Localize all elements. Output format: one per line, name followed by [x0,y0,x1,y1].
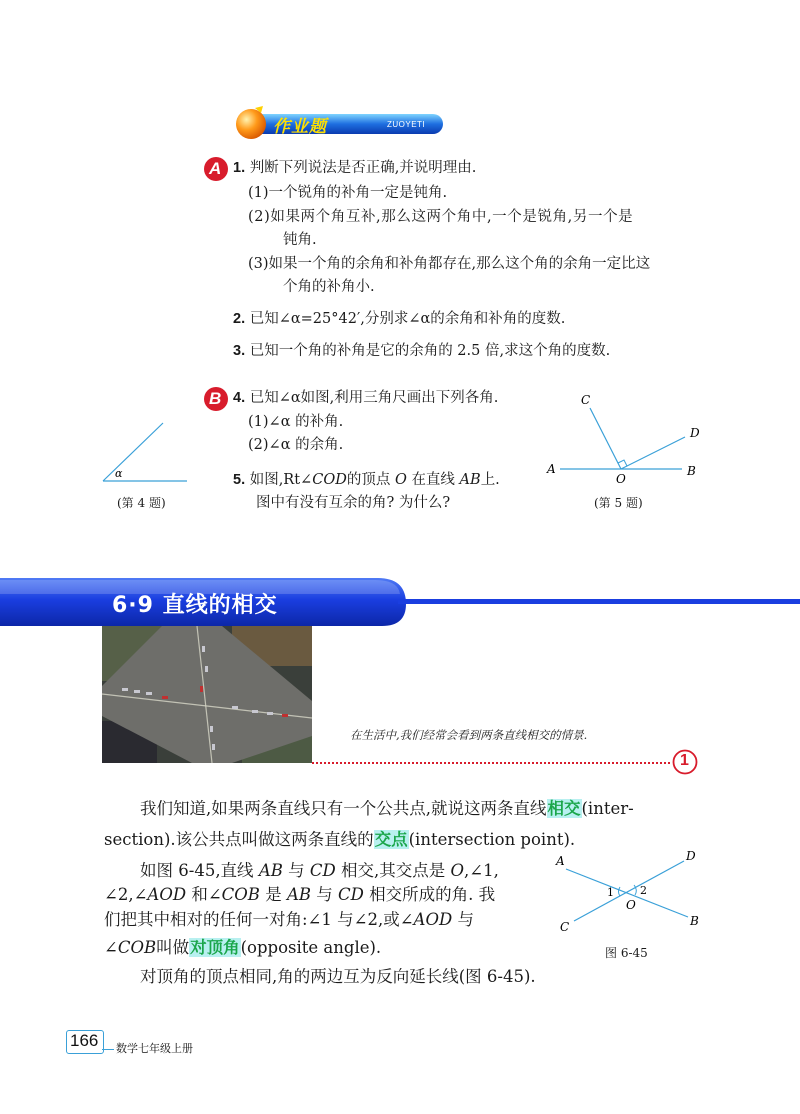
fig5-ray-oc [590,408,621,469]
footer-rule [102,1049,114,1050]
fig645-label-a: A [556,854,565,868]
fig645-angle2-arc [634,885,636,895]
figure-marker-number: 1 [680,752,689,769]
figure-q5 [540,390,720,490]
p2-l1-c: 与 [288,861,305,880]
question-3 [233,341,610,361]
body-p3: 对顶角的顶点相同,角的两边互为反向延长线(图 6-45). [140,967,536,986]
fig5-ray-od [621,437,685,469]
q3-text: 已知一个角的补角是它的余角的 2.5 倍,求这个角的度数. [249,343,611,359]
p2-l1-o: O [450,861,464,880]
fig4-caption: (第 4 题) [117,496,166,510]
q1-sub2-line2: 钝角. [283,232,317,248]
p2-l2-g: 与 [316,885,333,904]
p2-l3-aod: AOD [413,910,453,929]
fig645-label-b: B [690,914,699,928]
fig645-angle1-arc [619,887,621,896]
p2-l2-aod: AOD [147,885,187,904]
fig645-line-cd [574,861,684,921]
p1-text-d: (intersection point). [408,830,576,849]
p2-l2-cob: COB [221,885,260,904]
question-5 [233,470,500,490]
level-a-marker [203,156,229,182]
fig5-label-d: D [690,426,700,440]
homework-badge [233,104,445,140]
section-banner [0,574,800,628]
question-1 [233,158,476,178]
p1-text-c: section).该公共点叫做这两条直线的 [104,830,374,849]
p2-l3-a: 们把其中相对的任何一对角:∠1 与∠2,或∠ [104,910,414,929]
fig645-label-o: O [626,898,636,912]
fig645-caption: 图 6-45 [605,946,648,960]
q5-text-g: 上. [480,472,500,488]
q4-number: 4. [233,390,246,406]
p2-l2-e: 是 [265,885,282,904]
level-b-marker [203,386,229,412]
body-p1-line2 [104,825,575,855]
p2-l2-a: ∠2,∠ [104,885,148,904]
q5-text-c: 的顶点 [346,472,391,488]
p1-text-b: (inter- [581,799,634,818]
p2-l2-c: 和∠ [191,885,222,904]
p2-l2-cd: CD [337,885,364,904]
q1-sub3-line1: (3)如果一个角的余角和补角都存在,那么这个角的余角一定比这 [248,256,651,272]
level-b-label: B [209,389,222,408]
p2-l1-g: ,∠1, [464,861,499,880]
page-number: 166 [70,1031,99,1050]
fig645-label-1: 1 [607,886,614,899]
body-p2-line3 [104,905,474,935]
fig645-label-2: 2 [640,884,647,897]
fig5-label-o: O [616,472,626,486]
q1-sub2-line1: (2)如果两个角互补,那么这两个角中,一个是锐角,另一个是 [248,209,634,225]
body-p1-line1 [140,794,634,824]
q5-text-e: 在直线 [411,472,455,488]
q4-sub1: (1)∠α 的补角. [248,414,344,430]
q4-sub2: (2)∠α 的余角. [248,437,344,453]
q1-sub3-line2: 个角的补角小. [283,279,375,295]
q5-text-o: O [394,472,407,488]
term-vertical-angles: 对顶角 [190,938,240,957]
intersection-photo-graphic [102,626,312,763]
p2-l2-i: 相交所成的角. 我 [369,885,496,904]
q2-number: 2. [233,311,246,327]
q5-text-a: 如图,Rt∠ [249,472,313,488]
level-a-label: A [209,159,222,178]
p2-l4-c: 叫做 [156,938,190,957]
p2-l4-cob: COB [117,938,157,957]
p2-l1-a: 如图 6-45,直线 [140,861,254,880]
photo-caption: 在生活中,我们经常会看到两条直线相交的情景. [350,728,588,742]
q5-number: 5. [233,472,246,488]
q5-text-cod: COD [312,472,347,488]
q1-sub1: (1)一个锐角的补角一定是钝角. [248,185,448,201]
body-p2-line4 [104,933,381,963]
fig5-label-a: A [547,462,556,476]
question-2 [233,309,565,329]
q4-text: 已知∠α如图,利用三角尺画出下列各角. [249,390,499,406]
homework-title: 作业题 [273,117,327,137]
photo-divider [312,762,670,764]
fig645-label-c: C [560,920,570,934]
fig4-ray-slanted [103,423,163,481]
term-intersect: 相交 [547,799,581,818]
term-intersection-point: 交点 [374,830,408,849]
p2-l4-a: ∠ [104,938,118,957]
q5-line2: 图中有没有互余的角? 为什么? [256,495,451,511]
fig5-label-b: B [687,464,696,478]
figure-marker [672,749,698,775]
question-4 [233,388,498,408]
p2-l2-ab: AB [286,885,311,904]
fig5-caption: (第 5 题) [594,496,643,510]
homework-subtitle: ZUOYETI [387,120,426,129]
p1-text-a: 我们知道,如果两条直线只有一个公共点,就说这两条直线 [140,799,547,818]
q3-number: 3. [233,343,246,359]
q5-text-ab: AB [459,472,481,488]
p2-l1-e: 相交,其交点是 [340,861,446,880]
p2-l3-c: 与 [457,910,474,929]
fig5-label-c: C [581,393,591,407]
fig4-alpha-label: α [115,467,123,480]
p2-l1-cd: CD [309,861,336,880]
q2-text: 已知∠α=25°42′,分别求∠α的余角和补角的度数. [249,311,566,327]
q1-number: 1. [233,160,246,176]
p2-l4-d: (opposite angle). [240,938,382,957]
p2-l1-ab: AB [258,861,283,880]
section-title: 6·9 直线的相交 [112,593,278,618]
q1-text: 判断下列说法是否正确,并说明理由. [249,160,477,176]
book-title: 数学七年级上册 [116,1042,193,1055]
fig645-label-d: D [686,849,696,863]
intersection-photo [102,626,312,763]
